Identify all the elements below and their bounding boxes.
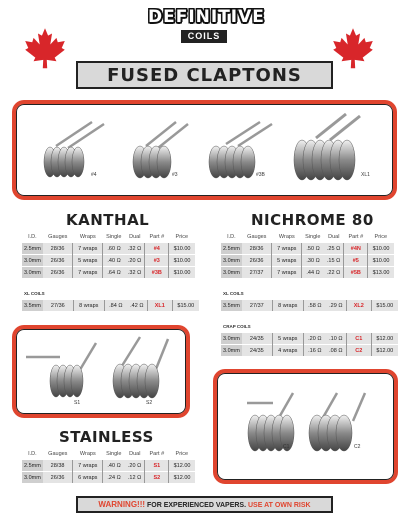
- warning-label: WARNING!!!: [98, 500, 146, 509]
- fused-clapton-coils-image: [16, 104, 393, 196]
- coil-label: S2: [146, 400, 153, 406]
- table-row: 2.5mm 28/36 7 wraps .50 Ω .25 Ω #4N $10.00: [221, 243, 394, 255]
- coil-label: S1: [74, 400, 81, 406]
- coil-label: C1: [283, 444, 290, 450]
- col-header: Gauges: [48, 451, 68, 457]
- col-header: Part #: [348, 234, 364, 240]
- table-row: 3.0mm 26/36 5 wraps .30 Ω .15 Ω #5 $10.00: [221, 255, 394, 267]
- coil-label: #3B: [256, 172, 265, 178]
- table-row: 3.0mm 26/36 5 wraps .40 Ω .20 Ω #3 $10.00: [22, 255, 195, 267]
- table-row: 3.5mm 27/36 8 wraps .84 Ω .42 Ω XL1 $15.00: [22, 300, 199, 312]
- col-header: Gauges: [247, 234, 267, 240]
- kanthal-xl-table: [22, 299, 199, 311]
- xl-coils-label: XL COILS: [223, 291, 244, 296]
- c-coils-image: [217, 373, 394, 480]
- col-header: I.D.: [227, 234, 236, 240]
- stainless-table: [22, 449, 195, 483]
- c-coil-photo-panel: [213, 369, 398, 484]
- table-row: 3.0mm 24/35 4 wraps .16 Ω .08 Ω C2 $12.00: [221, 345, 398, 357]
- table-row: 2.5mm 28/36 7 wraps .60 Ω .32 Ω #4 $10.00: [22, 243, 195, 255]
- brand-logo: [148, 7, 265, 47]
- coil-label: #4: [91, 172, 97, 178]
- maple-leaf-icon: [331, 26, 375, 70]
- col-header: Gauges: [48, 234, 68, 240]
- warning-banner: [76, 496, 333, 513]
- table-row: 3.0mm 26/36 7 wraps .64 Ω .32 Ω #3B $10.00: [22, 267, 195, 279]
- coil-photo-panel: [12, 100, 397, 200]
- col-header: Dual: [328, 234, 340, 240]
- kanthal-title: KANTHAL: [66, 211, 150, 229]
- crap-coils-table: [221, 332, 398, 356]
- kanthal-table: [22, 232, 195, 278]
- xl-coils-label: XL COILS: [24, 291, 45, 296]
- coil-label: #3: [172, 172, 178, 178]
- logo-wordmark: DEFINITIVE: [148, 7, 265, 27]
- col-header: Part #: [149, 234, 165, 240]
- col-header: I.D.: [28, 451, 37, 457]
- warning-risk: USE AT OWN RISK: [247, 502, 311, 509]
- page-title: FUSED CLAPTONS: [76, 61, 333, 89]
- col-header: Wraps: [79, 234, 96, 240]
- table-row: 3.0mm 27/37 7 wraps .44 Ω .22 Ω #5B $13.00: [221, 267, 394, 279]
- stainless-coil-photo-panel: [12, 325, 190, 418]
- col-header: Price: [374, 234, 388, 240]
- col-header: Wraps: [79, 451, 96, 457]
- col-header: Price: [175, 451, 189, 457]
- table-row: 2.5mm 28/38 7 wraps .40 Ω .20 Ω S1 $12.00: [22, 460, 195, 472]
- crap-coils-label: CRAP COILS: [223, 324, 251, 329]
- nichrome-title: NICHROME 80: [251, 211, 374, 229]
- maple-leaf-icon: [23, 26, 67, 70]
- coil-label: XL1: [361, 172, 370, 178]
- logo-subtitle: COILS: [181, 30, 227, 43]
- col-header: Single: [305, 234, 321, 240]
- col-header: Part #: [149, 451, 165, 457]
- table-row: 3.0mm 24/35 5 wraps .20 Ω .10 Ω C1 $12.00: [221, 333, 398, 345]
- col-header: Single: [106, 451, 122, 457]
- warning-text: FOR EXPERIENCED VAPERS.: [145, 502, 248, 509]
- stainless-title: STAINLESS: [59, 428, 154, 446]
- col-header: Dual: [129, 234, 141, 240]
- nichrome-table: [221, 232, 394, 278]
- col-header: I.D.: [28, 234, 37, 240]
- col-header: Single: [106, 234, 122, 240]
- table-row: 3.5mm 27/37 8 wraps .58 Ω .29 Ω XL2 $15.00: [221, 300, 398, 312]
- col-header: Wraps: [278, 234, 295, 240]
- table-row: 3.0mm 26/36 6 wraps .24 Ω .12 Ω S2 $12.00: [22, 472, 195, 484]
- coil-label: C2: [354, 444, 361, 450]
- col-header: Price: [175, 234, 189, 240]
- nichrome-xl-table: [221, 299, 398, 311]
- col-header: Dual: [129, 451, 141, 457]
- stainless-coils-image: [16, 329, 186, 414]
